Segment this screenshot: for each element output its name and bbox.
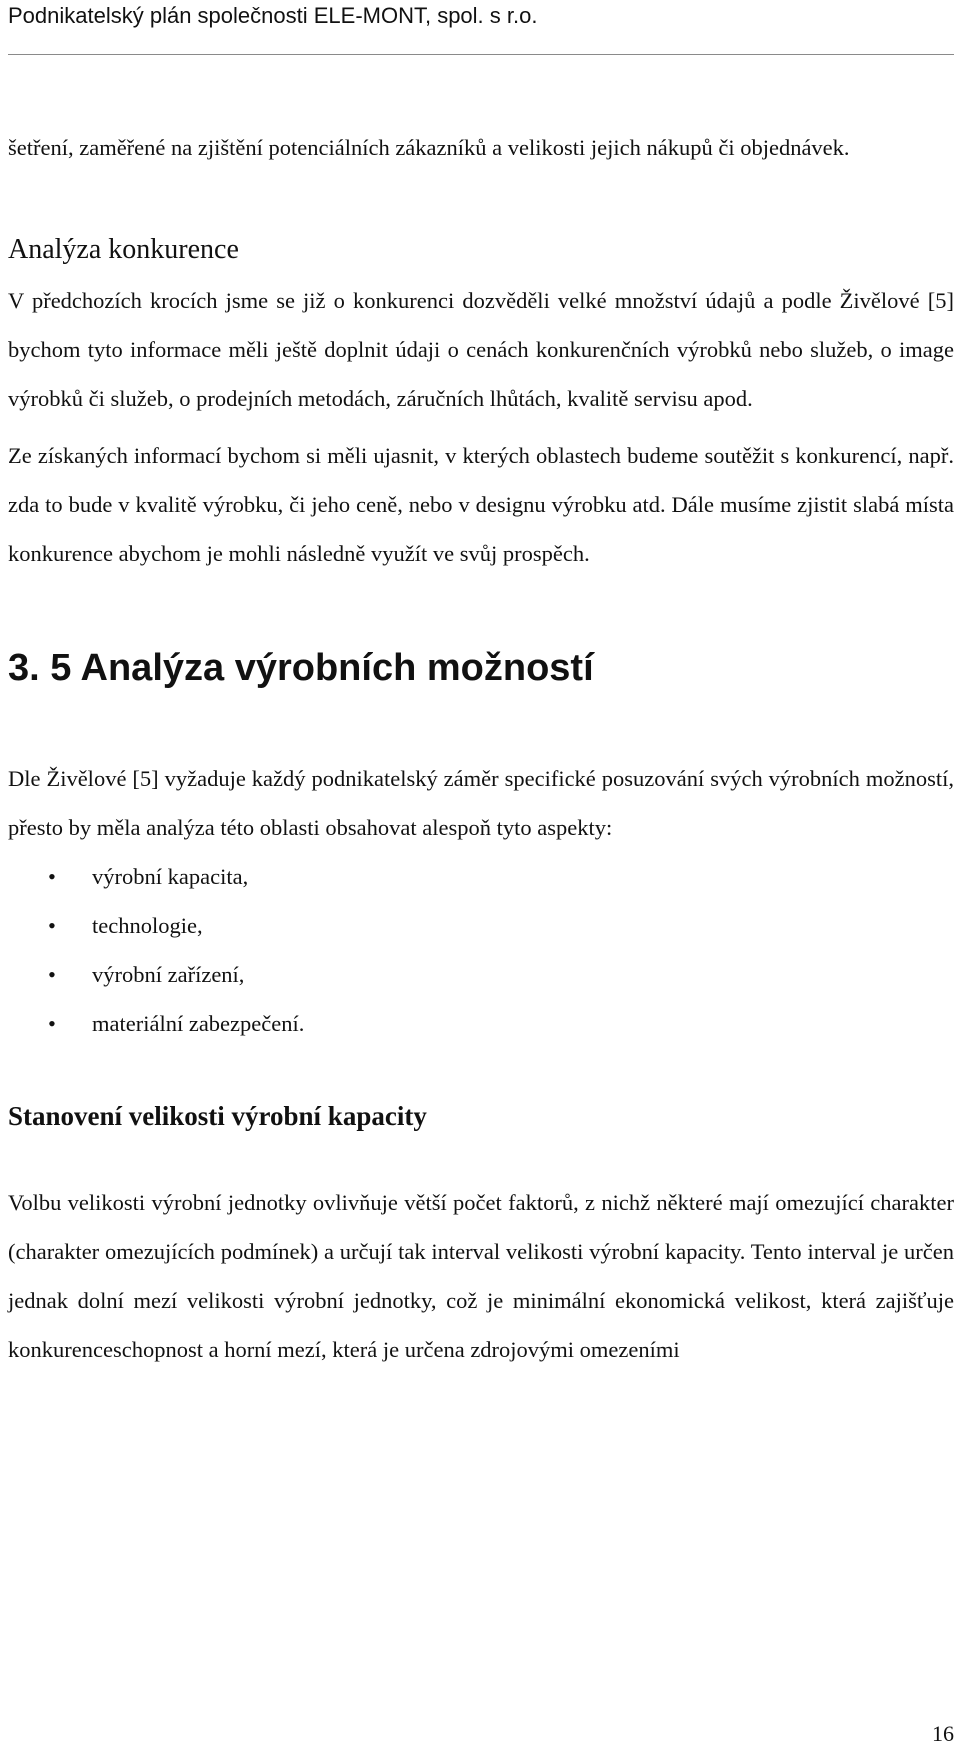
list-item [8, 950, 954, 999]
aspects-list [8, 852, 954, 1048]
list-item-text: technologie, [92, 913, 203, 938]
list-item [8, 852, 954, 901]
section-heading: 3. 5 Analýza výrobních možností [8, 647, 594, 689]
header-rule [8, 54, 954, 55]
competition-paragraph-1: V předchozích krocích jsme se již o konkurenci dozvěděli velké množství údajů a podle Živělové [5] bychom tyto informace měli ještě doplnit údaji o cenách konkurenčních výrobků nebo služeb, o image výrobků či služeb, o prodejních metodách, záručních lhůtách, kvalitě servisu apod. [8, 288, 954, 411]
bullet-icon: • [48, 1011, 56, 1036]
list-item-text: výrobní zařízení, [92, 962, 245, 987]
lead-paragraph: šetření, zaměřené na zjištění potenciálních zákazníků a velikosti jejich nákupů či objednávek. [8, 135, 850, 160]
list-item-text: materiální zabezpečení. [92, 1011, 305, 1036]
list-item [8, 901, 954, 950]
list-item [8, 999, 954, 1048]
bullet-icon: • [48, 913, 56, 938]
subheading-capacity: Stanovení velikosti výrobní kapacity [8, 1101, 427, 1131]
capacity-paragraph: Volbu velikosti výrobní jednotky ovlivňuje větší počet faktorů, z nichž některé mají omezující charakter (charakter omezujících podmínek) a určují tak interval velikosti výrobní kapacity. Tento interval je určen jednak dolní mezí velikosti výrobní jednotky, což je minimální ekonomická velikost, která zajišťuje konkurenceschopnost a horní mezí, která je určena zdrojovými omezeními [8, 1190, 954, 1362]
bullet-icon: • [48, 864, 56, 889]
page-body [8, 123, 954, 1374]
competition-paragraph-2: Ze získaných informací bychom si měli ujasnit, v kterých oblastech budeme soutěžit s konkurencí, např. zda to bude v kvalitě výrobku, či jeho ceně, nebo v designu výrobku atd. Dále musíme zjistit slabá místa konkurence abychom je mohli následně využít ve svůj prospěch. [8, 443, 954, 566]
page-number: 16 [932, 1721, 954, 1746]
subheading-competition-analysis: Analýza konkurence [8, 234, 239, 265]
section-intro-paragraph: Dle Živělové [5] vyžaduje každý podnikatelský záměr specifické posuzování svých výrobních možností, přesto by měla analýza této oblasti obsahovat alespoň tyto aspekty: [8, 766, 954, 840]
running-header: Podnikatelský plán společnosti ELE-MONT, spol. s r.o. [8, 3, 538, 28]
bullet-icon: • [48, 962, 56, 987]
list-item-text: výrobní kapacita, [92, 864, 249, 889]
